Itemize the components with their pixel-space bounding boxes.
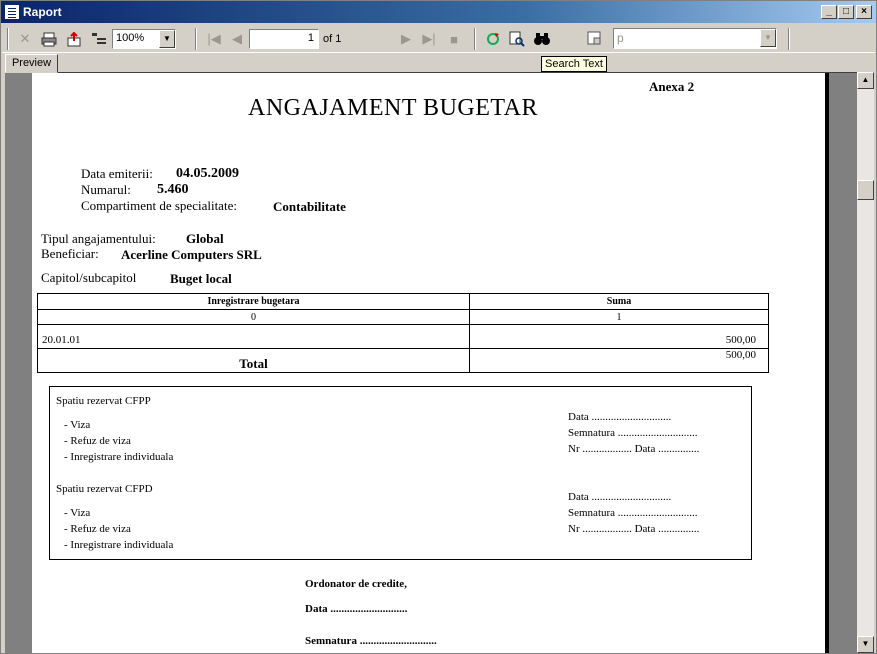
commitment-type-label: Tipul angajamentului:: [41, 231, 156, 246]
tree-toggle-icon[interactable]: [585, 29, 605, 49]
toolbar-separator: [195, 28, 197, 50]
report-title: ANGAJAMENT BUGETAR: [248, 95, 538, 121]
total-row: [38, 349, 769, 373]
control-box: [49, 386, 752, 560]
total-amount: 500,00: [470, 349, 769, 373]
budget-table: [37, 293, 769, 373]
column-header-amount: Suma: [470, 294, 769, 310]
zoom-value: 100%: [116, 32, 145, 44]
binoculars-icon[interactable]: [532, 29, 552, 49]
app-report-icon: [4, 4, 20, 20]
column-index: 1: [470, 310, 769, 325]
toolbar-separator: [474, 28, 476, 50]
close-window-button[interactable]: ×: [856, 5, 872, 19]
commitment-type-value: Global: [186, 231, 224, 246]
page-number-input[interactable]: 1: [249, 29, 319, 49]
toolbar-separator: [7, 28, 9, 50]
zoom-select[interactable]: [112, 29, 176, 49]
cfpp-item: - Refuz de viza: [64, 435, 131, 447]
cfpd-title: Spatiu rezervat CFPD: [56, 483, 153, 495]
table-header-row: [38, 294, 769, 310]
last-page-icon[interactable]: ▶|: [422, 31, 436, 46]
tab-preview[interactable]: Preview: [5, 54, 58, 73]
authorizer-date: Data ............................: [305, 603, 408, 615]
scroll-thumb[interactable]: [857, 180, 874, 200]
beneficiary-label: Beneficiar:: [41, 246, 99, 261]
cfpp-item: - Inregistrare individuala: [64, 451, 174, 463]
previous-page-icon[interactable]: ◀: [232, 31, 242, 46]
search-text: p: [617, 31, 624, 45]
cfpd-item: - Inregistrare individuala: [64, 539, 174, 551]
cfpd-item: - Viza: [64, 507, 91, 519]
cfpp-title: Spatiu rezervat CFPP: [56, 395, 151, 407]
department-value: Contabilitate: [273, 199, 346, 214]
table-row: [38, 325, 769, 349]
scroll-up-icon[interactable]: ▲: [857, 72, 874, 89]
authorizer-title: Ordonator de credite,: [305, 578, 407, 590]
toolbar-separator: [788, 28, 790, 50]
maximize-button[interactable]: □: [838, 5, 854, 19]
beneficiary-value: Acerline Computers SRL: [121, 247, 262, 262]
cfpp-date: Data .............................: [568, 411, 672, 423]
close-x-icon[interactable]: ✕: [19, 31, 31, 46]
minimize-button[interactable]: _: [821, 5, 837, 19]
stop-icon[interactable]: ■: [450, 31, 458, 47]
cfpp-nr: Nr .................. Data ...............: [568, 443, 700, 455]
cfpd-nr: Nr .................. Data ...............: [568, 523, 700, 535]
printer-icon[interactable]: [39, 29, 59, 49]
zoom-find-icon[interactable]: [507, 29, 527, 49]
search-input[interactable]: [613, 28, 777, 49]
column-header-registration: Inregistrare bugetara: [38, 294, 470, 310]
department-label: Compartiment de specialitate:: [81, 198, 237, 213]
next-page-icon[interactable]: ▶: [401, 31, 411, 46]
refresh-icon[interactable]: [483, 29, 503, 49]
table-index-row: [38, 310, 769, 325]
cfpp-signature: Semnatura .............................: [568, 427, 698, 439]
chevron-down-icon[interactable]: ▼: [159, 30, 175, 48]
vertical-scrollbar[interactable]: [857, 72, 874, 653]
first-page-icon[interactable]: |◀: [207, 31, 221, 46]
cfpd-item: - Refuz de viza: [64, 523, 131, 535]
authorizer-signature: Semnatura ............................: [305, 635, 437, 647]
cfpp-item: - Viza: [64, 419, 91, 431]
total-label: Total: [38, 349, 470, 373]
cfpd-date: Data .............................: [568, 491, 672, 503]
scroll-down-icon[interactable]: ▼: [857, 636, 874, 653]
number-label: Numarul:: [81, 182, 131, 197]
report-page: [32, 73, 829, 653]
issue-date-value: 04.05.2009: [176, 166, 239, 181]
report-viewer[interactable]: [5, 72, 857, 653]
tooltip: Search Text: [541, 56, 607, 72]
page-count-label: of 1: [323, 33, 342, 45]
annex-label: Anexa 2: [649, 79, 695, 94]
export-icon[interactable]: [64, 29, 84, 49]
title-bar: [1, 1, 876, 23]
cfpd-signature: Semnatura .............................: [568, 507, 698, 519]
budget-code-cell: 20.01.01: [38, 325, 470, 349]
chapter-label: Capitol/subcapitol: [41, 270, 137, 285]
group-tree-icon[interactable]: [89, 29, 109, 49]
chevron-down-icon[interactable]: ▼: [760, 29, 776, 47]
window-title: Raport: [23, 5, 62, 19]
chapter-value: Buget local: [170, 271, 232, 286]
number-value: 5.460: [157, 182, 189, 197]
issue-date-label: Data emiterii:: [81, 166, 153, 181]
amount-cell: 500,00: [470, 325, 769, 349]
column-index: 0: [38, 310, 470, 325]
